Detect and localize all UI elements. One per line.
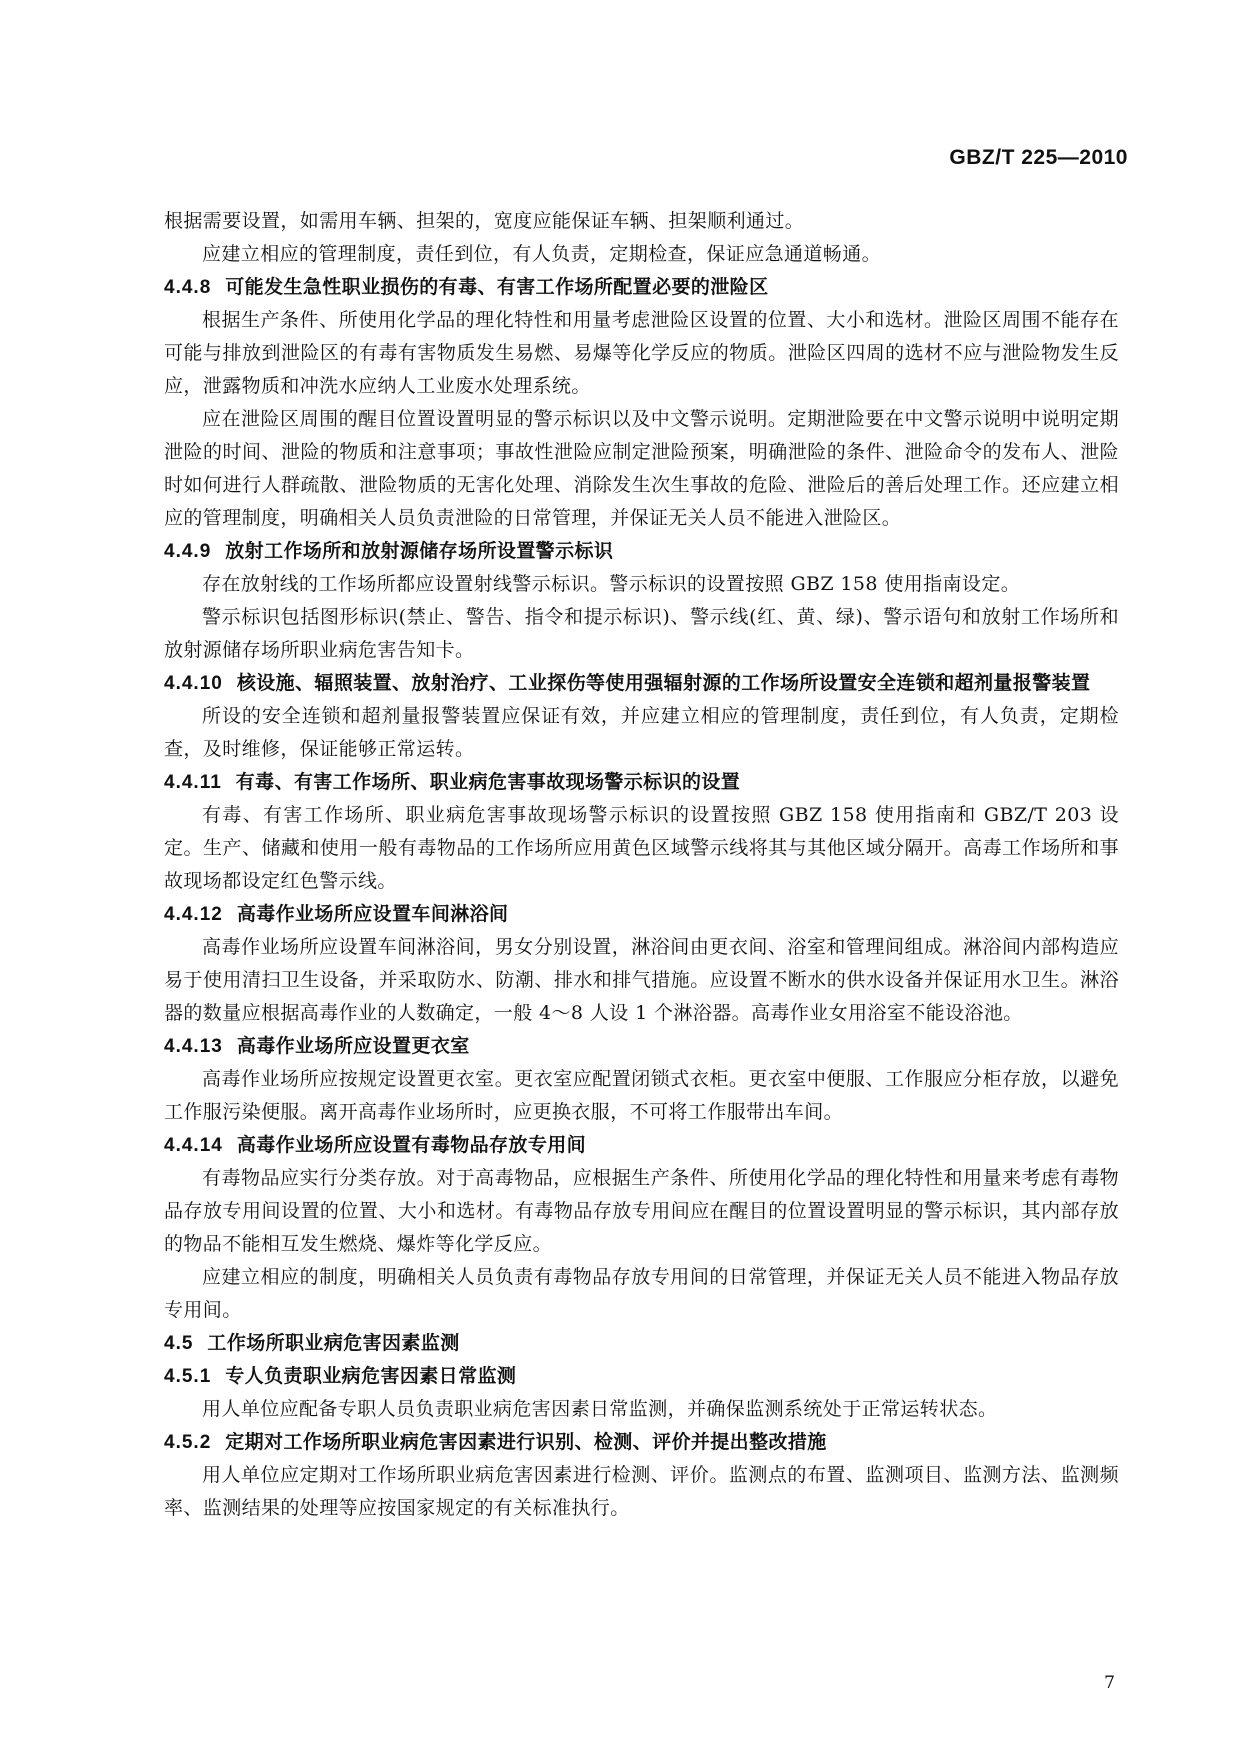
section-heading bbox=[164, 766, 1119, 799]
section-heading bbox=[164, 1426, 1119, 1459]
body-paragraph: 应建立相应的制度，明确相关人员负责有毒物品存放专用间的日常管理，并保证无关人员不能进入物品存放专用间。 bbox=[164, 1266, 1119, 1321]
section-title: 核设施、辐照装置、放射治疗、工业探伤等使用强辐射源的工作场所设置安全连锁和超剂量报警装置 bbox=[236, 672, 1091, 694]
body-paragraph: 所设的安全连锁和超剂量报警装置应保证有效，并应建立相应的管理制度，责任到位，有人负责，定期检查，及时维修，保证能够正常运转。 bbox=[164, 705, 1119, 760]
section-title: 可能发生急性职业损伤的有毒、有害工作场所配置必要的泄险区 bbox=[225, 276, 769, 298]
section-title: 高毒作业场所应设置更衣室 bbox=[236, 1035, 470, 1057]
section-heading bbox=[164, 271, 1119, 304]
body-paragraph: 根据生产条件、所使用化学品的理化特性和用量考虑泄险区设置的位置、大小和选材。泄险区周围不能存在可能与排放到泄险区的有毒有害物质发生易燃、易爆等化学反应的物质。泄险区四周的选材不应与泄险物发生反应，泄露物质和冲洗水应纳人工业废水处理系统。 bbox=[164, 309, 1119, 397]
section-number: 4.5.2 bbox=[164, 1432, 212, 1453]
section-number: 4.4.9 bbox=[164, 541, 212, 562]
section-number: 4.4.14 bbox=[164, 1135, 223, 1156]
section-number: 4.4.11 bbox=[164, 772, 222, 793]
section-title: 专人负责职业病危害因素日常监测 bbox=[225, 1365, 517, 1387]
section-number: 4.4.10 bbox=[164, 673, 223, 694]
body-paragraph: 用人单位应定期对工作场所职业病危害因素进行检测、评价。监测点的布置、监测项目、监测方法、监测频率、监测结果的处理等应按国家规定的有关标准执行。 bbox=[164, 1464, 1119, 1519]
body-paragraph: 高毒作业场所应设置车间淋浴间，男女分别设置，淋浴间由更衣间、浴室和管理间组成。淋浴间内部构造应易于使用清扫卫生设备，并采取防水、防潮、排水和排气措施。应设置不断水的供水设备并保证用水卫生。淋浴器的数量应根据高毒作业的人数确定，一般 4～8 人设 1 个淋浴器。高毒作业女用浴室不能设浴池。 bbox=[164, 936, 1119, 1024]
section-number: 4.5 bbox=[164, 1333, 194, 1354]
section-number: 4.4.8 bbox=[164, 277, 212, 298]
document-code: GBZ/T 225—2010 bbox=[949, 146, 1128, 169]
body-paragraph: 有毒、有害工作场所、职业病危害事故现场警示标识的设置按照 GBZ 158 使用指南和 GBZ/T 203 设定。生产、储藏和使用一般有毒物品的工作场所应用黄色区域警示线将其与其他区域分隔开。高毒工作场所和事故现场都设定红色警示线。 bbox=[164, 804, 1119, 892]
section-number: 4.4.12 bbox=[164, 904, 223, 925]
section-heading bbox=[164, 535, 1119, 568]
section-number: 4.5.1 bbox=[164, 1366, 212, 1387]
body-paragraph: 用人单位应配备专职人员负责职业病危害因素日常监测，并确保监测系统处于正常运转状态。 bbox=[202, 1398, 998, 1420]
body-paragraph: 高毒作业场所应按规定设置更衣室。更衣室应配置闭锁式衣柜。更衣室中便服、工作服应分柜存放，以避免工作服污染便服。离开高毒作业场所时，应更换衣服，不可将工作服带出车间。 bbox=[164, 1068, 1119, 1123]
page-number: 7 bbox=[1104, 1673, 1115, 1693]
section-heading bbox=[164, 898, 1119, 931]
body-paragraph: 应建立相应的管理制度，责任到位，有人负责，定期检查，保证应急通道畅通。 bbox=[202, 243, 882, 265]
section-heading bbox=[164, 1360, 1119, 1393]
section-title: 工作场所职业病危害因素监测 bbox=[207, 1332, 460, 1354]
body-paragraph: 应在泄险区周围的醒目位置设置明显的警示标识以及中文警示说明。定期泄险要在中文警示说明中说明定期泄险的时间、泄险的物质和注意事项；事故性泄险应制定泄险预案，明确泄险的条件、泄险命令的发布人、泄险时如何进行人群疏散、泄险物质的无害化处理、消除发生次生事故的危险、泄险后的善后处理工作。还应建立相应的管理制度，明确相关人员负责泄险的日常管理，并保证无关人员不能进入泄险区。 bbox=[164, 408, 1119, 529]
section-heading bbox=[164, 667, 1119, 700]
document-body bbox=[164, 205, 1119, 1525]
body-paragraph: 有毒物品应实行分类存放。对于高毒物品，应根据生产条件、所使用化学品的理化特性和用量来考虑有毒物品存放专用间设置的位置、大小和选材。有毒物品存放专用间应在醒目的位置设置明显的警示标识，其内部存放的物品不能相互发生燃烧、爆炸等化学反应。 bbox=[164, 1167, 1119, 1255]
section-title: 放射工作场所和放射源储存场所设置警示标识 bbox=[225, 540, 614, 562]
body-paragraph: 警示标识包括图形标识(禁止、警告、指令和提示标识)、警示线(红、黄、绿)、警示语句和放射工作场所和放射源储存场所职业病危害告知卡。 bbox=[164, 606, 1119, 661]
body-paragraph: 根据需要设置，如需用车辆、担架的，宽度应能保证车辆、担架顺利通过。 bbox=[164, 210, 805, 232]
section-number: 4.4.13 bbox=[164, 1036, 223, 1057]
section-title: 高毒作业场所应设置有毒物品存放专用间 bbox=[236, 1134, 587, 1156]
section-heading bbox=[164, 1030, 1119, 1063]
body-paragraph: 存在放射线的工作场所都应设置射线警示标识。警示标识的设置按照 GBZ 158 使用指南设定。 bbox=[202, 573, 1021, 595]
section-title: 高毒作业场所应设置车间淋浴间 bbox=[236, 903, 509, 925]
section-heading bbox=[164, 1327, 1119, 1360]
section-title: 定期对工作场所职业病危害因素进行识别、检测、评价并提出整改措施 bbox=[225, 1431, 827, 1453]
section-heading bbox=[164, 1129, 1119, 1162]
section-title: 有毒、有害工作场所、职业病危害事故现场警示标识的设置 bbox=[235, 771, 741, 793]
